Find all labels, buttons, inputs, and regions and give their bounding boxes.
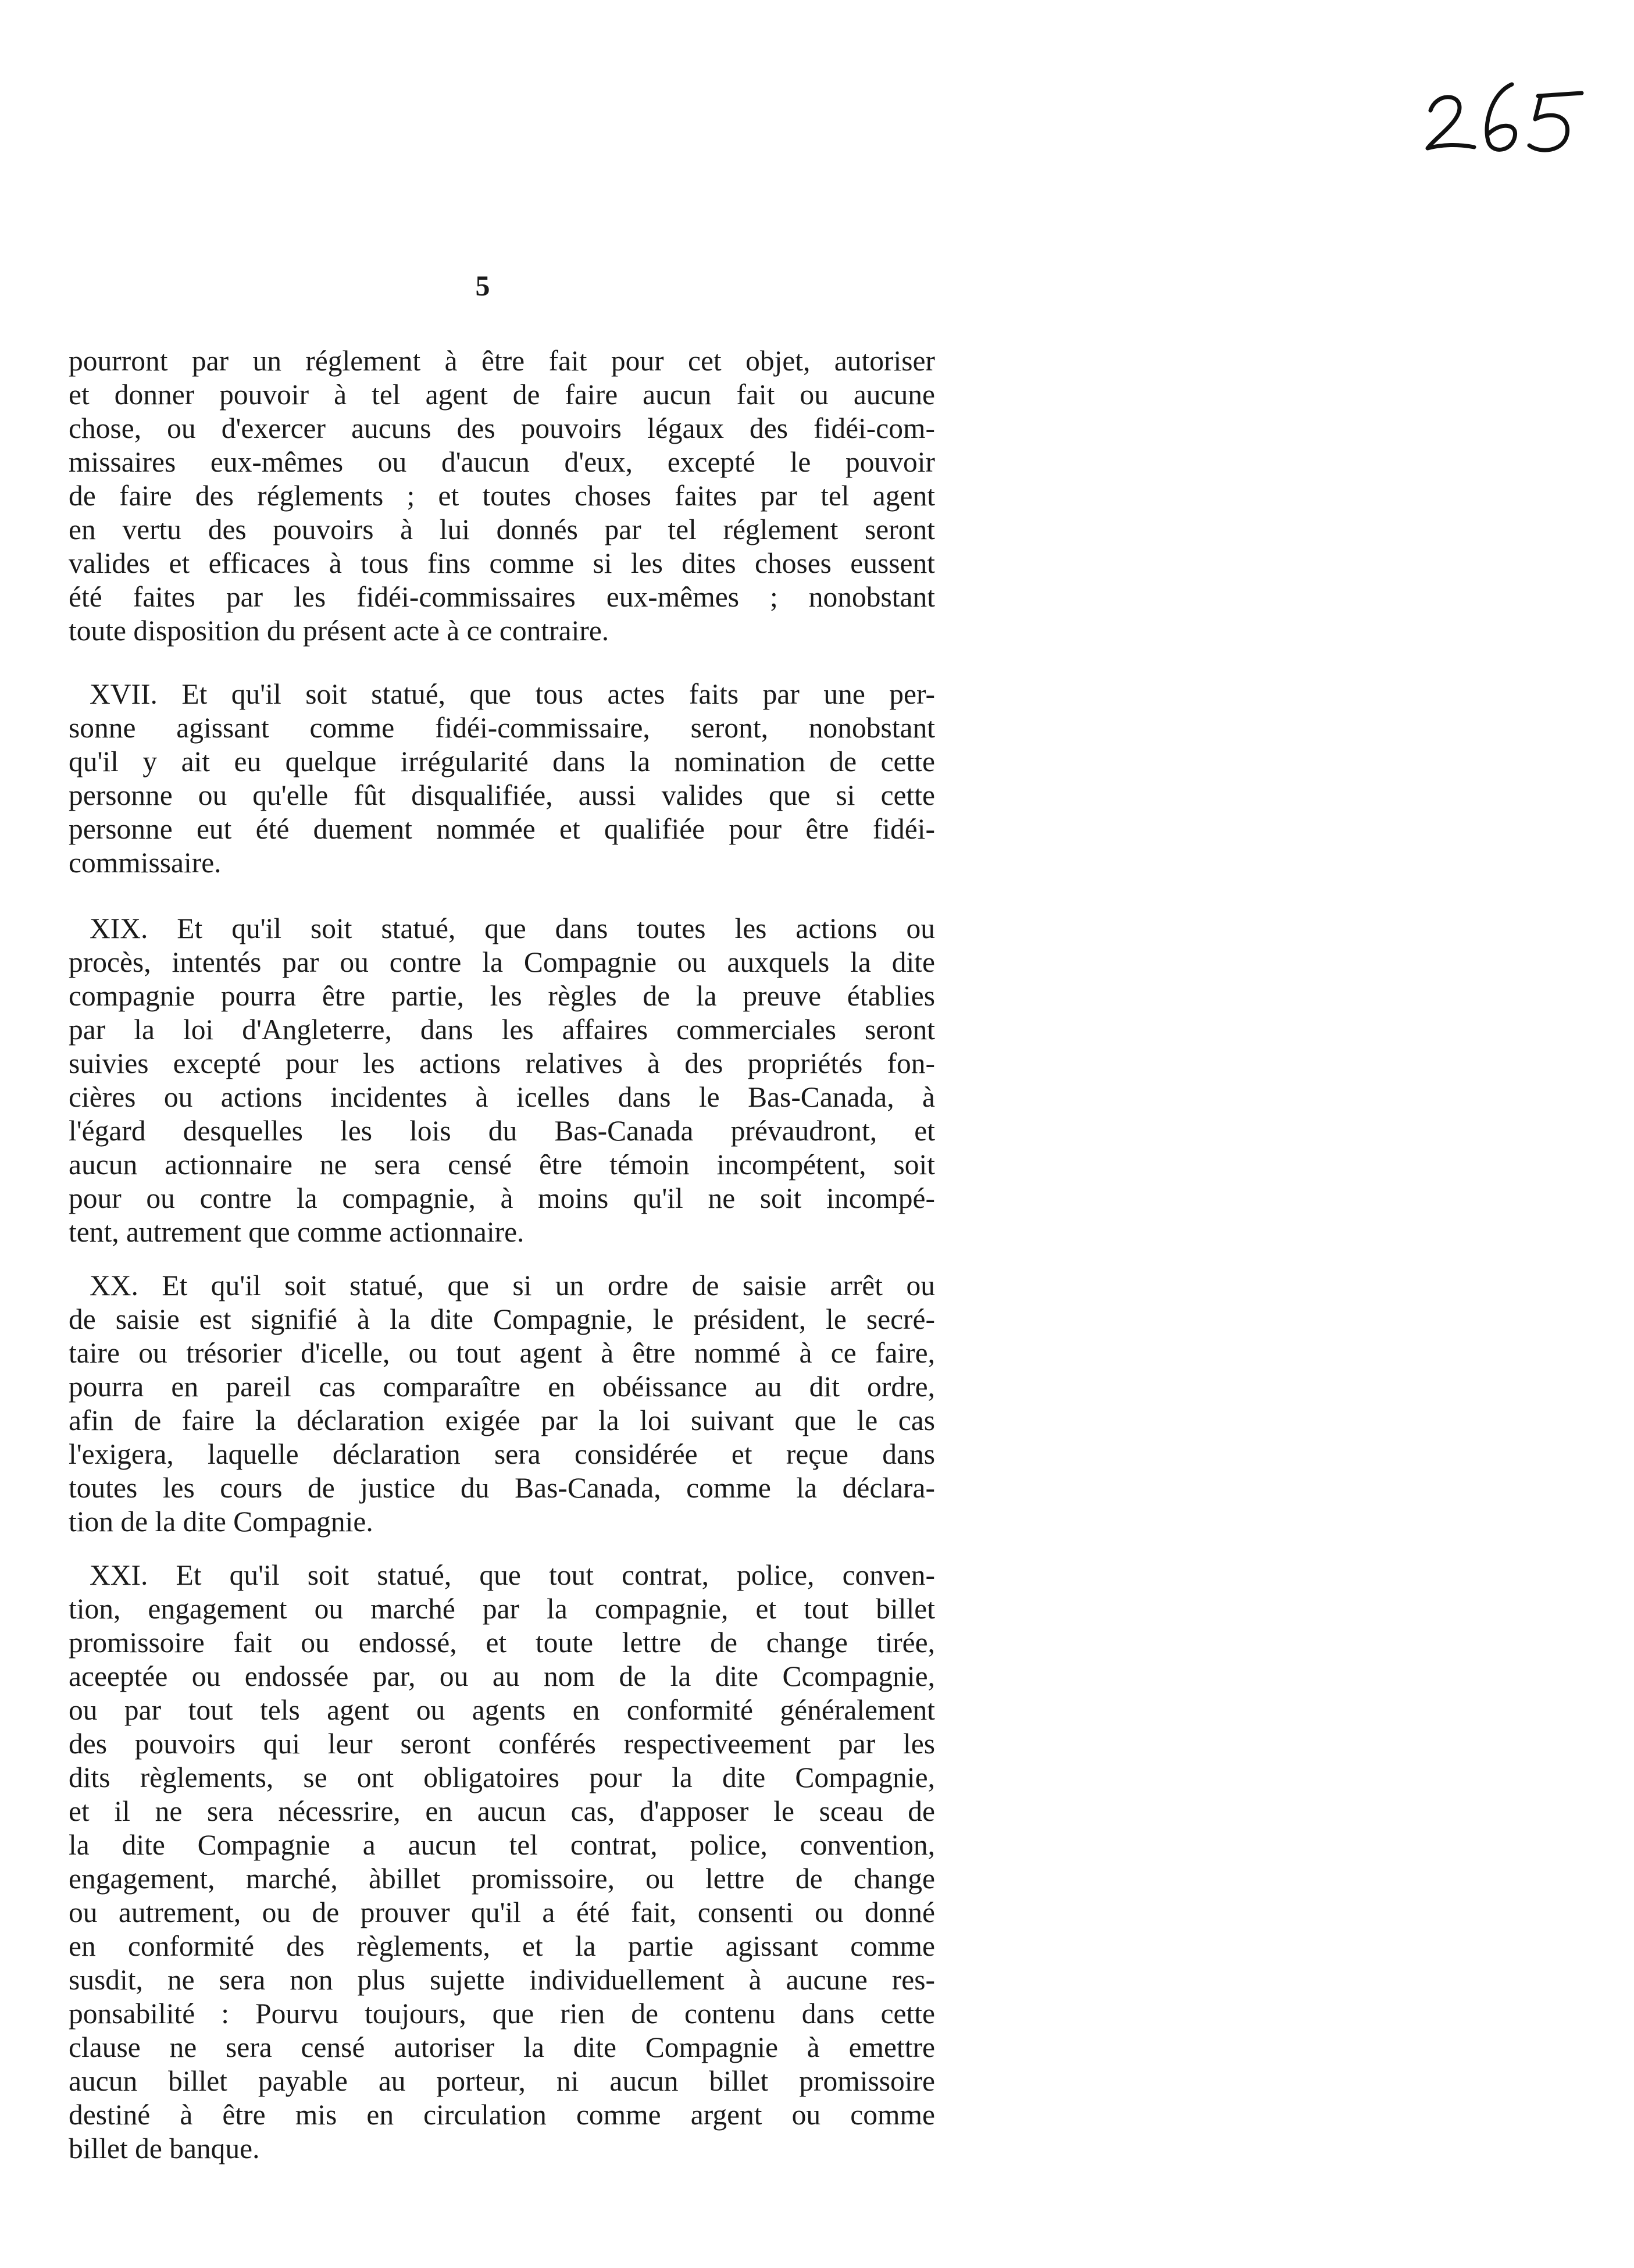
section-heading-line: XVII. Et qu'il soit statué, que tous actes faits par une per-	[90, 678, 935, 710]
text-line: tion, engagement ou marché par la compagnie, et tout billet	[69, 1593, 935, 1625]
text-line: destiné à être mis en circulation comme argent ou comme	[69, 2099, 935, 2131]
text-line: été faites par les fidéi-commissaires eux-mêmes ; nonobstant	[69, 581, 935, 613]
text-line: billet de banque.	[69, 2133, 260, 2164]
text-line: dits règlements, se ont obligatoires pour la dite Compagnie,	[69, 1761, 935, 1793]
text-line: procès, intentés par ou contre la Compagnie ou auxquels la dite	[69, 946, 935, 978]
handwritten-folio-number	[1419, 70, 1593, 163]
text-line: compagnie pourra être partie, les règles de la preuve établies	[69, 980, 935, 1012]
text-line: toute disposition du présent acte à ce contraire.	[69, 615, 609, 647]
section-xix	[69, 912, 935, 1249]
text-line: personne eut été duement nommée et qualifiée pour être fidéi-	[69, 813, 935, 845]
text-line: tion de la dite Compagnie.	[69, 1506, 373, 1538]
text-line: toutes les cours de justice du Bas-Canada, comme la déclara-	[69, 1472, 935, 1504]
section-xxi	[69, 1559, 935, 2166]
text-line: aucun actionnaire ne sera censé être témoin incompétent, soit	[69, 1149, 935, 1181]
text-line: suivies excepté pour les actions relatives à des propriétés fon-	[69, 1047, 935, 1079]
text-line: taire ou trésorier d'icelle, ou tout agent à être nommé à ce faire,	[69, 1337, 935, 1369]
text-line: et donner pouvoir à tel agent de faire aucun fait ou aucune	[69, 379, 935, 411]
text-line: qu'il y ait eu quelque irrégularité dans la nomination de cette	[69, 746, 935, 778]
page-number: 5	[475, 269, 490, 302]
text-line: clause ne sera censé autoriser la dite Compagnie à emettre	[69, 2031, 935, 2063]
text-line: valides et efficaces à tous fins comme si les dites choses eussent	[69, 547, 935, 579]
section-heading-line: XXI. Et qu'il soit statué, que tout contrat, police, conven-	[90, 1559, 935, 1591]
text-line: des pouvoirs qui leur seront conférés respectiveement par les	[69, 1728, 935, 1760]
text-line: missaires eux-mêmes ou d'aucun d'eux, excepté le pouvoir	[69, 446, 935, 478]
text-line: l'exigera, laquelle déclaration sera considérée et reçue dans	[69, 1438, 935, 1470]
text-line: aucun billet payable au porteur, ni aucun billet promissoire	[69, 2065, 935, 2097]
text-line: cières ou actions incidentes à icelles dans le Bas-Canada, à	[69, 1081, 935, 1113]
text-line: sonne agissant comme fidéi-commissaire, seront, nonobstant	[69, 712, 935, 744]
text-line: engagement, marché, àbillet promissoire, ou lettre de change	[69, 1863, 935, 1895]
section-xx	[69, 1269, 935, 1539]
text-line: pourront par un réglement à être fait pour cet objet, autoriser	[69, 345, 935, 377]
text-line: ou autrement, ou de prouver qu'il a été fait, consenti ou donné	[69, 1896, 935, 1928]
text-line: personne ou qu'elle fût disqualifiée, aussi valides que si cette	[69, 779, 935, 811]
text-line: l'égard desquelles les lois du Bas-Canada prévaudront, et	[69, 1115, 935, 1147]
text-line: tent, autrement que comme actionnaire.	[69, 1216, 525, 1248]
text-line: en conformité des règlements, et la partie agissant comme	[69, 1930, 935, 1962]
text-line: susdit, ne sera non plus sujette individuellement à aucune res-	[69, 1964, 935, 1996]
text-line: afin de faire la déclaration exigée par la loi suivant que le cas	[69, 1404, 935, 1436]
text-line: par la loi d'Angleterre, dans les affaires commerciales seront	[69, 1014, 935, 1046]
text-line: de saisie est signifié à la dite Compagnie, le président, le secré-	[69, 1303, 935, 1335]
section-continuation	[69, 344, 935, 648]
text-line: en vertu des pouvoirs à lui donnés par tel réglement seront	[69, 513, 935, 545]
text-line: ou par tout tels agent ou agents en conformité généralement	[69, 1694, 935, 1726]
section-xvii	[69, 677, 935, 880]
text-line: pourra en pareil cas comparaître en obéissance au dit ordre,	[69, 1371, 935, 1403]
text-line: promissoire fait ou endossé, et toute lettre de change tirée,	[69, 1627, 935, 1659]
text-line: pour ou contre la compagnie, à moins qu'il ne soit incompé-	[69, 1182, 935, 1214]
text-line: et il ne sera nécessrire, en aucun cas, d'apposer le sceau de	[69, 1795, 935, 1827]
section-heading-line: XIX. Et qu'il soit statué, que dans toutes les actions ou	[90, 912, 935, 944]
text-line: la dite Compagnie a aucun tel contrat, police, convention,	[69, 1829, 935, 1861]
text-line: de faire des réglements ; et toutes choses faites par tel agent	[69, 480, 935, 512]
text-line: chose, ou d'exercer aucuns des pouvoirs légaux des fidéi-com-	[69, 412, 935, 444]
text-line: ponsabilité : Pourvu toujours, que rien de contenu dans cette	[69, 1998, 935, 2030]
text-line: commissaire.	[69, 847, 222, 879]
section-heading-line: XX. Et qu'il soit statué, que si un ordre de saisie arrêt ou	[90, 1269, 935, 1301]
text-line: aceeptée ou endossée par, ou au nom de la dite Ccompagnie,	[69, 1660, 935, 1692]
